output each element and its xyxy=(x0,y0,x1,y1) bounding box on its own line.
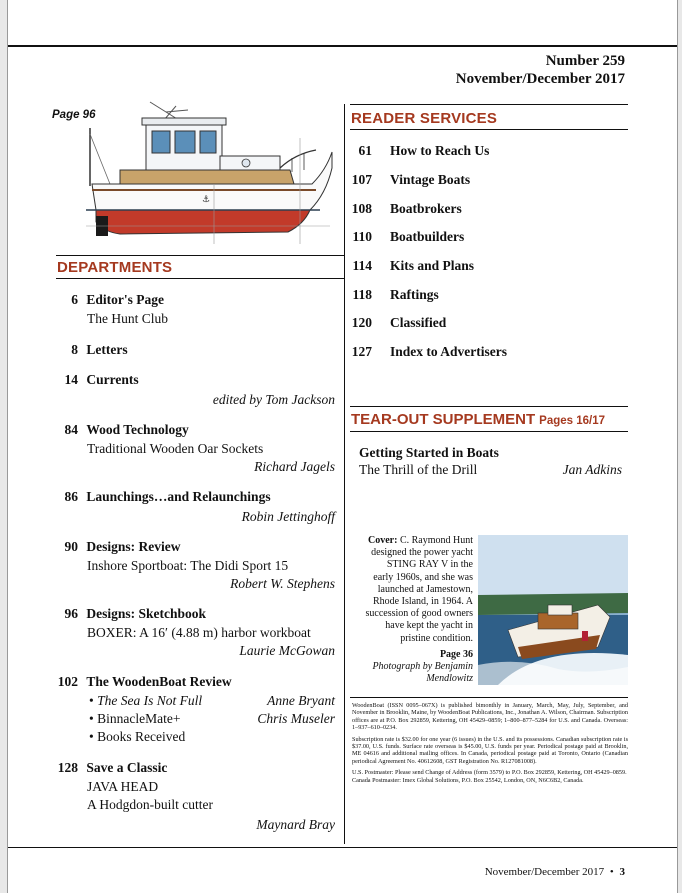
issue-number: Number 259 xyxy=(545,53,625,69)
review-bullet-item[interactable]: • The Sea Is Not Full xyxy=(89,693,203,708)
service-label: How to Reach Us xyxy=(390,143,490,158)
footer-bullet: • xyxy=(609,866,614,878)
cover-line: pristine condition. xyxy=(400,632,473,644)
service-page-number: 61 xyxy=(358,143,372,158)
dept-title: Editor's Page xyxy=(86,292,164,307)
departments-title: DEPARTMENTS xyxy=(57,259,173,276)
fine-print xyxy=(352,702,628,784)
issue-date: November/December 2017 xyxy=(455,71,625,87)
dept-item-currents[interactable] xyxy=(52,371,139,388)
dept-item-letters[interactable] xyxy=(52,341,128,358)
dept-item-launchings[interactable] xyxy=(52,488,271,505)
dept-subtitle: Traditional Wooden Oar Sockets xyxy=(87,441,264,456)
supplement-header xyxy=(351,411,605,429)
service-page-number: 120 xyxy=(351,315,372,330)
dept-page-number: 14 xyxy=(64,372,78,387)
footer xyxy=(485,866,625,878)
service-page-number: 114 xyxy=(352,258,372,273)
dept-page-number: 102 xyxy=(57,674,78,689)
dept-author: Laurie McGowan xyxy=(239,643,335,658)
service-page-number: 108 xyxy=(351,201,372,216)
service-label: Boatbuilders xyxy=(390,229,465,244)
service-page-number: 118 xyxy=(352,287,372,302)
cover-line: Rhode Island, in 1964. A xyxy=(373,596,473,608)
cover-photo xyxy=(478,535,628,685)
dept-subtitle: Inshore Sportboat: The Didi Sport 15 xyxy=(87,558,289,573)
departments-underline xyxy=(56,278,344,279)
dept-title: Wood Technology xyxy=(86,422,189,437)
review-title: Books Received xyxy=(97,729,186,744)
dept-title: Designs: Sketchbook xyxy=(86,606,207,621)
dept-author: Maynard Bray xyxy=(256,817,335,832)
dept-item-wood-technology[interactable] xyxy=(52,421,189,438)
top-rule xyxy=(8,45,677,47)
review-title: The Sea Is Not Full xyxy=(97,693,203,708)
dept-item-woodenboat-review[interactable] xyxy=(52,673,232,690)
cover-line: have kept the yacht in xyxy=(385,620,473,632)
service-page-number: 127 xyxy=(351,344,372,359)
dept-item-editors-page[interactable] xyxy=(52,291,342,308)
svg-text:⚓: ⚓ xyxy=(202,195,211,205)
dept-item-designs-review[interactable] xyxy=(52,538,181,555)
magazine-page xyxy=(7,0,678,893)
service-label: Vintage Boats xyxy=(390,172,471,187)
dept-page-number: 86 xyxy=(64,489,78,504)
dept-title: Letters xyxy=(86,342,128,357)
cover-line: succession of good owners xyxy=(365,608,473,620)
dept-subtitle: JAVA HEAD xyxy=(87,779,159,794)
cover-line: designed the power yacht xyxy=(371,547,473,559)
canada-postmaster: Canada Postmaster: Imex Global Solutions, P.O. Box 25542, London, ON, N6C6B2, Canada. xyxy=(352,776,584,784)
dept-subtitle: BOXER: A 16′ (4.88 m) harbor workboat xyxy=(87,625,311,640)
service-page-number: 110 xyxy=(352,229,372,244)
reader-services-title: READER SERVICES xyxy=(351,110,498,127)
dept-author: Robert W. Stephens xyxy=(230,576,335,591)
review-bullet-item[interactable]: • BinnacleMate+ xyxy=(89,711,181,726)
fine-print-rule xyxy=(350,697,628,698)
supplement-underline xyxy=(350,431,628,432)
service-label: Classified xyxy=(390,315,447,330)
bottom-rule xyxy=(8,847,677,848)
dept-title: The WoodenBoat Review xyxy=(86,674,232,689)
subscription-info: Subscription rate is $32.00 for one year (6 issues) in the U.S. and its possessions. Canadian subscription rate is $37.00, U.S. funds. Surface rate overseas is $45.00, U.S. funds per year. Periodical postage paid at Brooklin, ME 04616 and additional mailing offices. In Canada, periodical postage paid at Toronto, Ontario (Canadian periodical Agreement No. 40612608, GST Registration No. R127081008). xyxy=(352,735,628,765)
supplement-heading[interactable]: Getting Started in Boats xyxy=(359,445,499,460)
service-page-number: 107 xyxy=(351,172,372,187)
dept-item-save-a-classic[interactable] xyxy=(52,759,167,776)
dept-page-number: 128 xyxy=(57,760,78,775)
dept-title: Designs: Review xyxy=(86,539,181,554)
dept-author: Richard Jagels xyxy=(254,459,335,474)
reader-services-underline xyxy=(350,129,628,130)
dept-title: Save a Classic xyxy=(86,760,168,775)
supplement-pages: Pages 16/17 xyxy=(539,415,606,427)
service-label: Raftings xyxy=(390,287,439,302)
cover-label: Cover: xyxy=(368,535,398,546)
dept-title: Launchings…and Relaunchings xyxy=(86,489,271,504)
supplement-rule xyxy=(350,406,628,407)
cover-line: STING RAY V in the xyxy=(386,559,473,571)
dept-subtitle: The Hunt Club xyxy=(87,311,168,326)
dept-page-number: 6 xyxy=(71,292,78,307)
cover-line-1: Cover: C. Raymond Hunt xyxy=(368,535,473,546)
dept-page-number: 90 xyxy=(64,539,78,554)
review-bullet-item[interactable]: • Books Received xyxy=(89,729,186,744)
cover-line: early 1960s, and she was xyxy=(373,571,473,583)
footer-date: November/December 2017 xyxy=(484,866,605,878)
review-title: BinnacleMate+ xyxy=(97,711,181,726)
dept-page-number: 96 xyxy=(64,606,78,621)
service-label: Index to Advertisers xyxy=(390,344,507,359)
boat-illustration xyxy=(80,98,340,246)
reader-services-rule xyxy=(350,104,628,105)
service-label: Boatbrokers xyxy=(390,201,462,216)
dept-author: Robin Jettinghoff xyxy=(241,509,335,524)
cover-caption xyxy=(353,535,473,685)
supplement-subtitle: The Thrill of the Drill xyxy=(359,462,478,477)
review-author: Chris Museler xyxy=(257,711,335,726)
dept-page-number: 8 xyxy=(71,342,78,357)
supplement-title: TEAR-OUT SUPPLEMENT xyxy=(351,411,536,428)
dept-item-designs-sketchbook[interactable] xyxy=(52,605,206,622)
service-label: Kits and Plans xyxy=(390,258,475,273)
cover-credit: Photograph by Benjamin xyxy=(372,661,473,673)
us-postmaster: U.S. Postmaster: Please send Change of Address (form 3579) to P.O. Box 292859, Kettering, OH 45429–0859. xyxy=(352,769,627,777)
cover-credit: Mendlowitz xyxy=(426,673,473,685)
dept-author: edited by Tom Jackson xyxy=(212,392,335,407)
review-author: Anne Bryant xyxy=(267,693,335,708)
page-label: Page 96 xyxy=(52,109,96,121)
cover-page-ref[interactable]: Page 36 xyxy=(439,648,473,660)
cover-line: launched at Jamestown, xyxy=(377,583,473,595)
publication-info: WoodenBoat (ISSN 0095–067X) is published bimonthly in January, March, May, July, September, and November in Brooklin, Maine, by WoodenBoat Publications, Inc., Jonathan A. Wilson, Chairman. Subscription offices are at P.O. Box 292859, Kettering, OH 45429–0859; 1–800–877–5284 for U.S. and Canada. Overseas: 1–937–610–0234. xyxy=(352,702,628,732)
supplement-author: Jan Adkins xyxy=(562,462,622,477)
dept-subtitle: A Hodgdon-built cutter xyxy=(87,797,213,812)
departments-rule xyxy=(56,255,344,256)
dept-title: Currents xyxy=(86,372,139,387)
dept-page-number: 84 xyxy=(64,422,78,437)
footer-page-number: 3 xyxy=(619,866,625,878)
